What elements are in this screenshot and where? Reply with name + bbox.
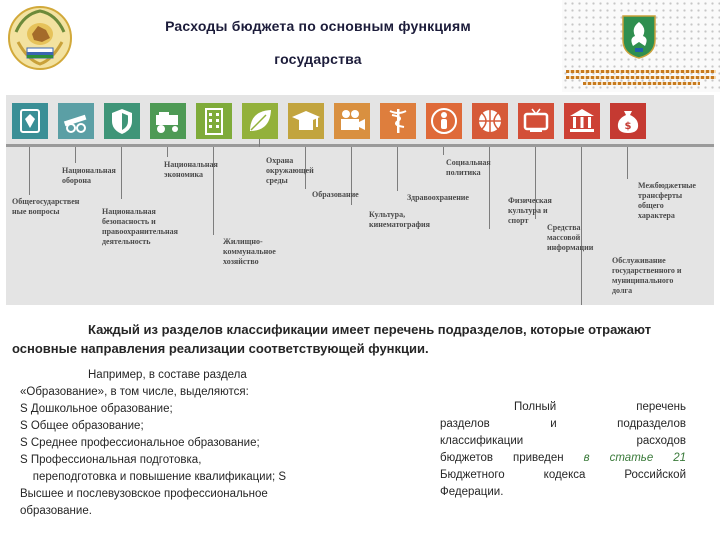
note-line: Федерации. <box>440 486 504 498</box>
page-title-line-1: Расходы бюджета по основным функциям <box>165 18 471 34</box>
list-item: S Общее образование; <box>20 420 144 432</box>
category-tile-sport <box>472 103 508 139</box>
organization-caption <box>566 70 716 88</box>
list-item: S Среднее профессиональное образование; <box>20 437 260 449</box>
medicine-icon <box>380 103 416 139</box>
category-tile-debt-service <box>564 103 600 139</box>
category-tile-environment <box>242 103 278 139</box>
budget-code-note <box>440 399 686 501</box>
list-item: S Дошкольное образование; <box>20 403 173 415</box>
education-example <box>20 367 420 520</box>
category-label-defense: Национальная оборона <box>62 166 116 185</box>
note-line: Бюджетного кодекса Российской <box>440 469 686 481</box>
category-tile-defense <box>58 103 94 139</box>
money-bag-icon <box>610 103 646 139</box>
film-camera-icon <box>334 103 370 139</box>
list-item: переподготовка и повышение квалификации; S <box>20 471 287 483</box>
list-item: образование. <box>20 505 92 517</box>
category-tile-culture <box>334 103 370 139</box>
note-line: классификации расходов <box>440 435 686 447</box>
category-label-sport: Физическая культура и спорт <box>508 196 552 225</box>
leaf-icon <box>242 103 278 139</box>
city-crest-icon <box>621 14 657 60</box>
example-lead-1: Например, в составе раздела <box>88 369 247 381</box>
person-icon <box>426 103 462 139</box>
category-tile-education <box>288 103 324 139</box>
connector <box>397 147 398 191</box>
connector <box>75 147 76 163</box>
category-tile-general-issues <box>12 103 48 139</box>
category-tile-housing <box>196 103 232 139</box>
category-tile-security <box>104 103 140 139</box>
intro-paragraph: Каждый из разделов классификации имеет перечень подразделов, которые отражают основные направления реализации соответствующей функции. <box>12 322 652 356</box>
building-icon <box>196 103 232 139</box>
page-title-line-2: государства <box>274 51 362 67</box>
category-label-housing: Жилищно- коммунальное хозяйство <box>223 237 276 266</box>
category-tile-healthcare <box>380 103 416 139</box>
graduation-cap-icon <box>288 103 324 139</box>
category-label-security: Национальная безопасность и правоохранительная деятельность <box>102 207 178 246</box>
note-line <box>440 450 686 467</box>
connector <box>29 147 30 195</box>
category-tile-social-policy <box>426 103 462 139</box>
connector <box>443 147 444 155</box>
bashkortostan-emblem <box>8 4 72 72</box>
category-label-culture: Культура, кинематография <box>369 210 430 229</box>
note-text: бюджетов приведен <box>440 452 564 464</box>
category-label-debt-service: Обслуживание государственного и муниципального долга <box>612 256 682 295</box>
category-label-mass-media: Средства массовой информации <box>547 223 594 252</box>
ball-icon <box>472 103 508 139</box>
emblem-icon <box>12 103 48 139</box>
list-item: Высшее и послевузовское профессиональное <box>20 488 268 500</box>
category-label-general-issues: Общегосударствен ные вопросы <box>12 197 80 216</box>
bank-icon <box>564 103 600 139</box>
list-item: S Профессиональная подготовка, <box>20 454 202 466</box>
example-lead-2: «Образование», в том числе, выделяются: <box>20 386 249 398</box>
connector <box>167 147 168 157</box>
tv-icon <box>518 103 554 139</box>
infographic-timeline <box>6 144 714 147</box>
note-line: Полный перечень <box>514 401 686 413</box>
category-label-social-policy: Социальная политика <box>446 158 491 177</box>
category-label-transfers: Межбюджетные трансферты общего характера <box>638 181 696 220</box>
cannon-icon <box>58 103 94 139</box>
tractor-icon <box>150 103 186 139</box>
note-line: разделов и подразделов <box>440 418 686 430</box>
shield-icon <box>104 103 140 139</box>
connector <box>627 147 628 179</box>
category-label-environment: Охрана окружающей среды <box>266 156 314 185</box>
budget-code-article-link[interactable]: в статье 21 <box>583 452 686 464</box>
connector <box>259 139 260 147</box>
category-label-healthcare: Здравоохранение <box>407 193 469 202</box>
category-label-economy: Национальная экономика <box>164 160 218 179</box>
category-label-education: Образование <box>312 190 359 199</box>
svg-text:$: $ <box>624 121 632 132</box>
category-tile-economy <box>150 103 186 139</box>
category-tile-transfers <box>610 103 646 139</box>
category-tile-mass-media <box>518 103 554 139</box>
